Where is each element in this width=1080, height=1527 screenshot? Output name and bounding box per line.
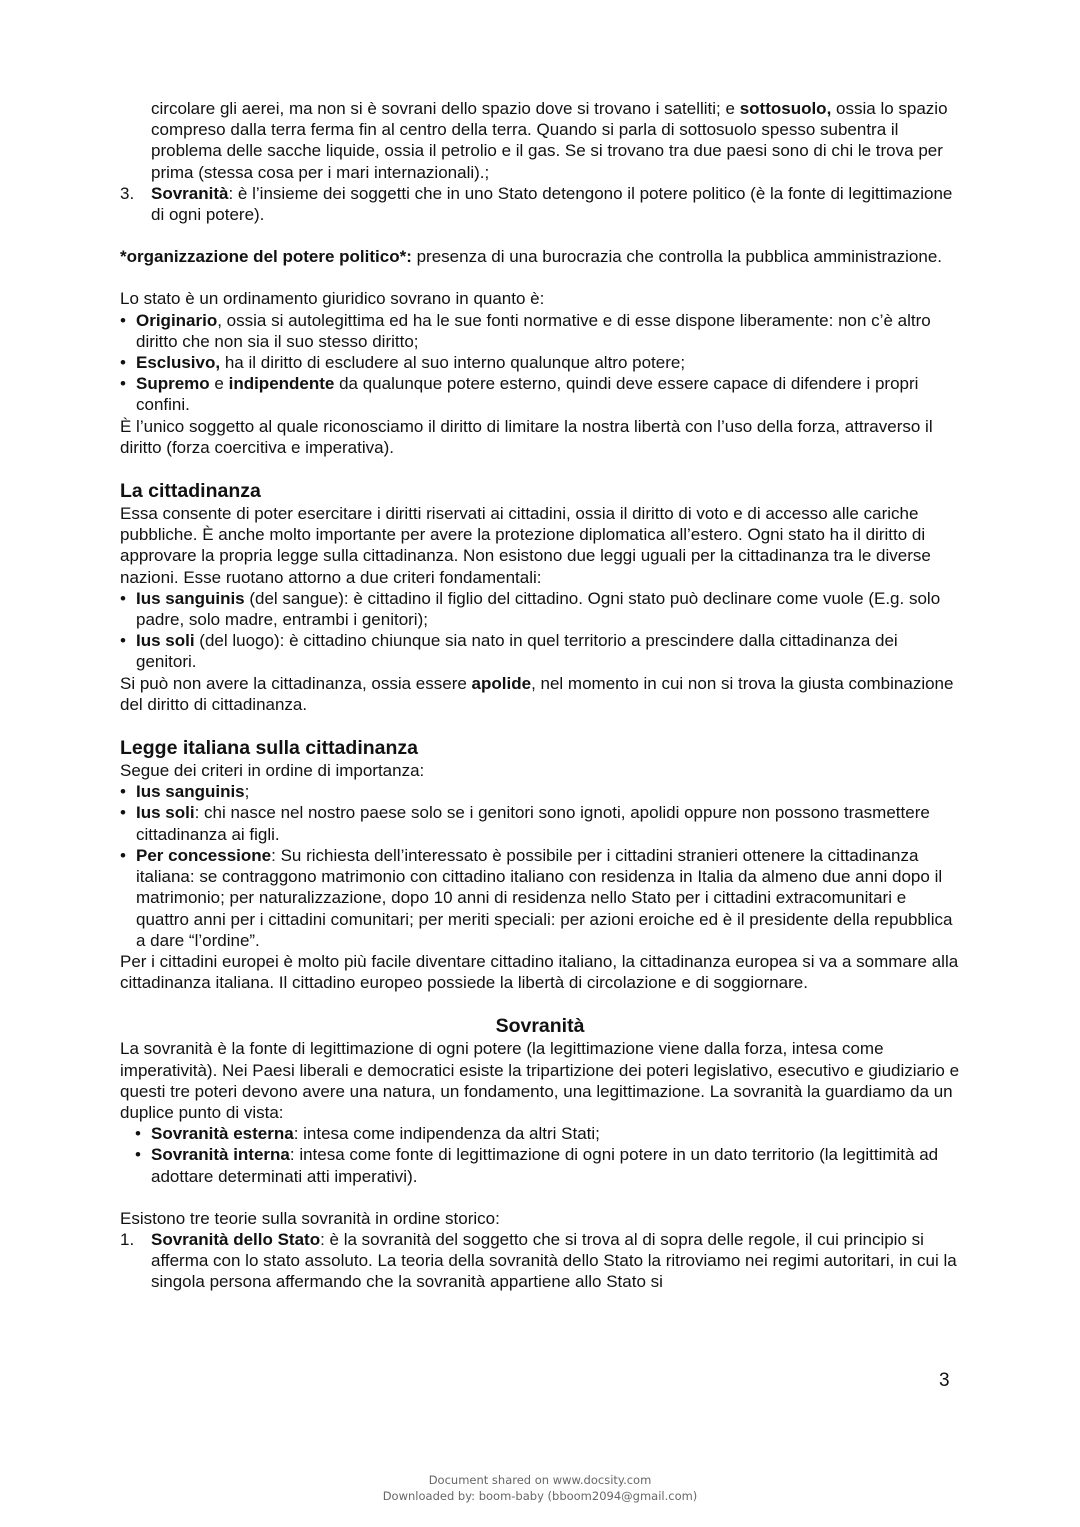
paragraph: È l’unico soggetto al quale riconosciamo il diritto di limitare la nostra libertà con l’uso della forza, attraverso il diritto (forza coercitiva e imperativa). bbox=[120, 416, 933, 457]
org-paragraph: *organizzazione del potere politico*: presenza di una burocrazia che controlla la pubblica amministrazione. bbox=[120, 247, 942, 267]
list-item: • Supremo e indipendente da qualunque potere esterno, quindi deve essere capace di difendere i propri confini. bbox=[120, 374, 919, 415]
list-item: • Originario, ossia si autolegittima ed ha le sue fonti normative e di esse dispone liberamente: non c’è altro diritto che non sia il suo stesso diritto; bbox=[120, 310, 931, 351]
paragraph: Per i cittadini europei è molto più facile diventare cittadino italiano, la cittadinanza europea si va a sommare alla cittadinanza italiana. Il cittadino europeo possiede la libertà di circolazione e di soggiornare. bbox=[120, 951, 959, 993]
bullet-icon: • bbox=[120, 310, 126, 330]
bullet-icon: • bbox=[120, 374, 126, 394]
bold-term: sottosuolo, bbox=[739, 99, 832, 118]
list-item-continuation bbox=[120, 98, 960, 183]
section-heading: Legge italiana sulla cittadinanza bbox=[120, 737, 418, 760]
list-number: 1. bbox=[120, 1229, 135, 1249]
bullet-icon: • bbox=[120, 631, 126, 651]
bullet-icon: • bbox=[120, 353, 126, 373]
list-item: • Ius sanguinis (del sangue): è cittadino il figlio del cittadino. Ogni stato può declinare come vuole (E.g. solo padre, solo madre, entrambi i genitori); bbox=[120, 588, 941, 630]
paragraph-text: : è l’insieme dei soggetti che in uno Stato detengono il potere politico (è la fonte di legittimazione di ogni potere). bbox=[151, 183, 953, 225]
paragraph: Segue dei criteri in ordine di importanza: bbox=[120, 761, 425, 781]
bullet-icon: • bbox=[135, 1145, 141, 1165]
list-item: • Ius sanguinis; bbox=[120, 782, 250, 802]
list-item: • Sovranità interna: intesa come fonte di legittimazione di ogni potere in un dato territorio (la legittimità ad adottare determinati atti imperativi). bbox=[135, 1145, 939, 1186]
bold-term: *organizzazione del potere politico*: bbox=[120, 247, 412, 267]
list-item: • Per concessione: Su richiesta dell’interessato è possibile per i cittadini stranieri ottenere la cittadinanza italiana: se contraggono matrimonio con cittadino italiano con residenza in Italia da almeno due anni dopo il matrimonio; per naturalizzazione, dopo 10 anni di residenza nello Stato per i cittadini extracomunitari e quattro anni per i cittadini comunitari; per meriti speciali: per azioni eroiche ed è il presidente della repubblica a dare “l’ordine”. bbox=[120, 845, 953, 950]
section-heading: Sovranità bbox=[495, 1015, 585, 1038]
section-heading: La cittadinanza bbox=[120, 480, 261, 503]
list-item: • Esclusivo, ha il diritto di escludere al suo interno qualunque altro potere; bbox=[120, 353, 686, 373]
list-number: 3. bbox=[120, 183, 135, 203]
bullet-icon: • bbox=[120, 782, 126, 802]
bold-term: Sovranità bbox=[151, 183, 229, 203]
numbered-item-3 bbox=[120, 183, 960, 225]
paragraph: Si può non avere la cittadinanza, ossia essere apolide, nel momento in cui non si trova la giusta combinazione del diritto di cittadinanza. bbox=[120, 673, 954, 714]
bullet-icon: • bbox=[120, 803, 126, 823]
bullet-icon: • bbox=[135, 1124, 141, 1144]
paragraph: Essa consente di poter esercitare i diritti riservati ai cittadini, ossia il diritto di voto e di accesso alle cariche pubbliche. È anche molto importante per avere la protezione diplomatica all’estero. Ogni stato ha il diritto di approvare la propria legge sulla cittadinanza. Non esistono due leggi uguali per la cittadinanza tra le diverse nazioni. Esse ruotano attorno a due criteri fondamentali: bbox=[120, 504, 931, 587]
list-item: • Ius soli (del luogo): è cittadino chiunque sia nato in quel territorio a prescindere dalla cittadinanza dei genitori. bbox=[120, 631, 898, 672]
bullet-icon: • bbox=[120, 588, 126, 608]
numbered-item-1: 1. Sovranità dello Stato: è la sovranità del soggetto che si trova al di sopra delle regole, il cui principio si afferma con lo stato assoluto. La teoria della sovranità dello Stato la ritroviamo nei regimi autoritari, in cui la singola persona affermando che la sovranità appartiene allo Stato si bbox=[120, 1229, 957, 1292]
paragraph-text: circolare gli aerei, ma non si è sovrani dello spazio dove si trovano i satelliti; e bbox=[151, 99, 740, 118]
paragraph: Lo stato è un ordinamento giuridico sovrano in quanto è: bbox=[120, 289, 545, 309]
list-item: • Sovranità esterna: intesa come indipendenza da altri Stati; bbox=[135, 1124, 600, 1144]
page-number: 3 bbox=[939, 1370, 950, 1391]
bullet-icon: • bbox=[120, 845, 126, 865]
list-item: • Ius soli: chi nasce nel nostro paese solo se i genitori sono ignoti, apolidi oppure non possono trasmettere cittadinanza ai figli. bbox=[120, 803, 930, 844]
paragraph: Esistono tre teorie sulla sovranità in ordine storico: bbox=[120, 1208, 500, 1228]
paragraph: La sovranità è la fonte di legittimazione di ogni potere (la legittimazione viene dalla forza, intesa come imperatività). Nei Paesi liberali e democratici esiste la tripartizione dei poteri legislativo, esecutivo e giudiziario e questi tre poteri devono avere una natura, un fondamento, una legittimazione. La sovranità la guardiamo da un duplice punto di vista: bbox=[120, 1039, 960, 1122]
document-page bbox=[120, 98, 960, 1293]
footer-shared-line: Document shared on www.docsity.com bbox=[428, 1473, 652, 1487]
paragraph-text: ossia lo spazio compreso dalla terra ferma fin al centro della terra. Quando si parla di sottosuolo spesso subentra il problema delle sacche liquide, ossia il petrolio e il gas. Se si trovano tra due paesi sono di chi le trova per prima (stessa cosa per i mari internazionali).; bbox=[151, 99, 948, 182]
footer-download-line: Downloaded by: boom-baby (bboom2094@gmail.com) bbox=[382, 1489, 698, 1503]
